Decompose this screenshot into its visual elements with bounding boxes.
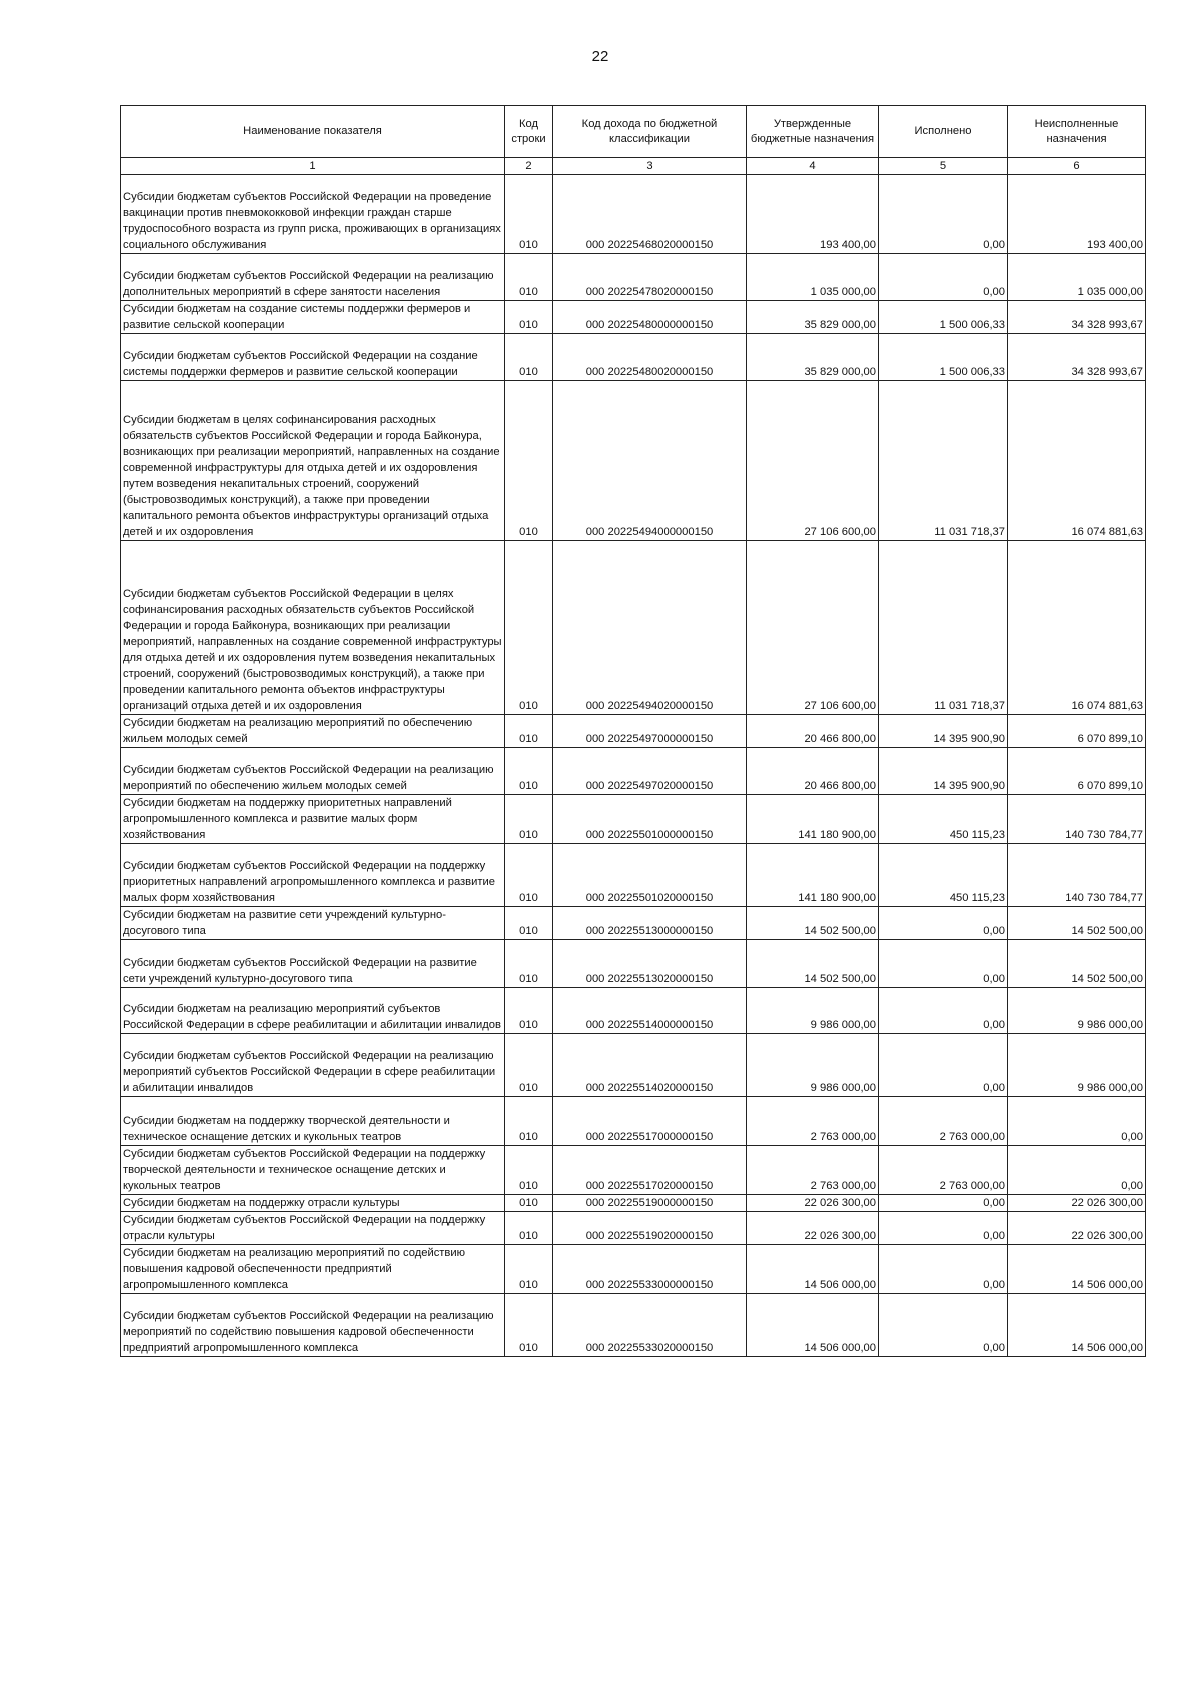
unexecuted-amount: 22 026 300,00	[1008, 1212, 1146, 1245]
executed-amount: 0,00	[879, 1245, 1008, 1294]
executed-amount: 0,00	[879, 1195, 1008, 1212]
row-code: 010	[505, 254, 553, 301]
table-row	[121, 1097, 1146, 1146]
column-number: 3	[553, 158, 747, 175]
unexecuted-amount: 16 074 881,63	[1008, 381, 1146, 541]
table-row	[121, 844, 1146, 907]
budget-code: 000 20225514020000150	[553, 1034, 747, 1097]
table-row	[121, 940, 1146, 988]
executed-amount: 2 763 000,00	[879, 1146, 1008, 1195]
row-code: 010	[505, 844, 553, 907]
executed-amount: 0,00	[879, 940, 1008, 988]
executed-amount: 0,00	[879, 1034, 1008, 1097]
row-code: 010	[505, 1294, 553, 1357]
row-name: Субсидии бюджетам на поддержку творческой деятельности и техническое оснащение детских и кукольных театров	[121, 1097, 505, 1146]
page-number: 22	[591, 48, 609, 65]
unexecuted-amount: 34 328 993,67	[1008, 301, 1146, 334]
unexecuted-amount: 14 502 500,00	[1008, 907, 1146, 940]
budget-code: 000 20225494000000150	[553, 381, 747, 541]
approved-amount: 9 986 000,00	[747, 988, 879, 1034]
approved-amount: 27 106 600,00	[747, 381, 879, 541]
row-name: Субсидии бюджетам субъектов Российской Федерации на проведение вакцинации против пневмококковой инфекции граждан старше трудоспособного возраста из групп риска, проживающих в организациях социального обслуживания	[121, 175, 505, 254]
row-name: Субсидии бюджетам субъектов Российской Федерации на реализацию мероприятий субъектов Российской Федерации в сфере реабилитации и абилитации инвалидов	[121, 1034, 505, 1097]
budget-code: 000 20225497000000150	[553, 715, 747, 748]
table-row	[121, 1034, 1146, 1097]
table-row	[121, 254, 1146, 301]
row-name: Субсидии бюджетам субъектов Российской Федерации на реализацию мероприятий по содействию повышения кадровой обеспеченности предприятий агропромышленного комплекса	[121, 1294, 505, 1357]
budget-code: 000 20225519000000150	[553, 1195, 747, 1212]
budget-code: 000 20225501000000150	[553, 795, 747, 844]
unexecuted-amount: 22 026 300,00	[1008, 1195, 1146, 1212]
budget-report-table	[120, 105, 1146, 1357]
report-body	[121, 175, 1146, 1357]
header-executed: Исполнено	[879, 106, 1008, 158]
table-row	[121, 175, 1146, 254]
budget-code: 000 20225519020000150	[553, 1212, 747, 1245]
unexecuted-amount: 193 400,00	[1008, 175, 1146, 254]
executed-amount: 14 395 900,90	[879, 715, 1008, 748]
unexecuted-amount: 34 328 993,67	[1008, 334, 1146, 381]
unexecuted-amount: 16 074 881,63	[1008, 541, 1146, 715]
budget-code: 000 20225494020000150	[553, 541, 747, 715]
executed-amount: 0,00	[879, 254, 1008, 301]
budget-code: 000 20225514000000150	[553, 988, 747, 1034]
row-name: Субсидии бюджетам субъектов Российской Федерации в целях софинансирования расходных обязательств субъектов Российской Федерации и города Байконура, возникающих при реализации мероприятий, направленных на создание современной инфраструктуры для отдыха детей и их оздоровления путем возведения некапитальных строений, сооружений (быстровозводимых конструкций), а также при проведении капитального ремонта объектов инфраструктуры организаций отдыха детей и их оздоровления	[121, 541, 505, 715]
row-code: 010	[505, 1097, 553, 1146]
executed-amount: 11 031 718,37	[879, 541, 1008, 715]
budget-code: 000 20225501020000150	[553, 844, 747, 907]
row-code: 010	[505, 795, 553, 844]
budget-code: 000 20225517020000150	[553, 1146, 747, 1195]
unexecuted-amount: 140 730 784,77	[1008, 795, 1146, 844]
header-row	[121, 106, 1146, 158]
approved-amount: 193 400,00	[747, 175, 879, 254]
approved-amount: 9 986 000,00	[747, 1034, 879, 1097]
row-code: 010	[505, 541, 553, 715]
budget-code: 000 20225468020000150	[553, 175, 747, 254]
budget-code: 000 20225517000000150	[553, 1097, 747, 1146]
row-name: Субсидии бюджетам субъектов Российской Федерации на реализацию мероприятий по обеспечению жильем молодых семей	[121, 748, 505, 795]
table-row	[121, 381, 1146, 541]
executed-amount: 0,00	[879, 988, 1008, 1034]
approved-amount: 22 026 300,00	[747, 1195, 879, 1212]
table-row	[121, 541, 1146, 715]
executed-amount: 0,00	[879, 175, 1008, 254]
row-code: 010	[505, 907, 553, 940]
table-row	[121, 301, 1146, 334]
unexecuted-amount: 9 986 000,00	[1008, 988, 1146, 1034]
approved-amount: 20 466 800,00	[747, 715, 879, 748]
table-row	[121, 1195, 1146, 1212]
row-name: Субсидии бюджетам субъектов Российской Федерации на развитие сети учреждений культурно-досугового типа	[121, 940, 505, 988]
column-number: 4	[747, 158, 879, 175]
approved-amount: 1 035 000,00	[747, 254, 879, 301]
row-code: 010	[505, 748, 553, 795]
budget-code: 000 20225533020000150	[553, 1294, 747, 1357]
approved-amount: 2 763 000,00	[747, 1097, 879, 1146]
approved-amount: 20 466 800,00	[747, 748, 879, 795]
table-row	[121, 334, 1146, 381]
budget-code: 000 20225513020000150	[553, 940, 747, 988]
row-code: 010	[505, 1146, 553, 1195]
executed-amount: 1 500 006,33	[879, 301, 1008, 334]
row-code: 010	[505, 1195, 553, 1212]
unexecuted-amount: 1 035 000,00	[1008, 254, 1146, 301]
row-name: Субсидии бюджетам субъектов Российской Федерации на поддержку творческой деятельности и техническое оснащение детских и кукольных театров	[121, 1146, 505, 1195]
header-row-code: Код строки	[505, 106, 553, 158]
header-unexecuted: Неисполненные назначения	[1008, 106, 1146, 158]
unexecuted-amount: 140 730 784,77	[1008, 844, 1146, 907]
approved-amount: 22 026 300,00	[747, 1212, 879, 1245]
approved-amount: 141 180 900,00	[747, 844, 879, 907]
row-name: Субсидии бюджетам на реализацию мероприятий по обеспечению жильем молодых семей	[121, 715, 505, 748]
row-code: 010	[505, 715, 553, 748]
row-name: Субсидии бюджетам на реализацию мероприятий субъектов Российской Федерации в сфере реабилитации и абилитации инвалидов	[121, 988, 505, 1034]
row-code: 010	[505, 334, 553, 381]
executed-amount: 0,00	[879, 1294, 1008, 1357]
table-row	[121, 1146, 1146, 1195]
column-number: 6	[1008, 158, 1146, 175]
budget-code: 000 20225480020000150	[553, 334, 747, 381]
table-row	[121, 1212, 1146, 1245]
unexecuted-amount: 9 986 000,00	[1008, 1034, 1146, 1097]
budget-code: 000 20225533000000150	[553, 1245, 747, 1294]
table-row	[121, 795, 1146, 844]
executed-amount: 450 115,23	[879, 795, 1008, 844]
row-code: 010	[505, 381, 553, 541]
approved-amount: 14 506 000,00	[747, 1294, 879, 1357]
column-number: 1	[121, 158, 505, 175]
executed-amount: 0,00	[879, 907, 1008, 940]
unexecuted-amount: 14 506 000,00	[1008, 1245, 1146, 1294]
table-row	[121, 748, 1146, 795]
budget-code: 000 20225478020000150	[553, 254, 747, 301]
header-income-code: Код дохода по бюджетной классификации	[553, 106, 747, 158]
table-row	[121, 1245, 1146, 1294]
executed-amount: 0,00	[879, 1212, 1008, 1245]
approved-amount: 27 106 600,00	[747, 541, 879, 715]
unexecuted-amount: 14 502 500,00	[1008, 940, 1146, 988]
row-name: Субсидии бюджетам в целях софинансирования расходных обязательств субъектов Российской Федерации и города Байконура, возникающих при реализации мероприятий, направленных на создание современной инфраструктуры для отдыха детей и их оздоровления путем возведения некапитальных строений, сооружений (быстровозводимых конструкций), а также при проведении капитального ремонта объектов инфраструктуры организаций отдыха детей и их оздоровления	[121, 381, 505, 541]
header-indicator-name: Наименование показателя	[121, 106, 505, 158]
row-code: 010	[505, 1034, 553, 1097]
budget-code: 000 20225513000000150	[553, 907, 747, 940]
table-row	[121, 988, 1146, 1034]
header-approved: Утвержденные бюджетные назначения	[747, 106, 879, 158]
row-name: Субсидии бюджетам субъектов Российской Федерации на поддержку отрасли культуры	[121, 1212, 505, 1245]
row-name: Субсидии бюджетам на создание системы поддержки фермеров и развитие сельской кооперации	[121, 301, 505, 334]
row-name: Субсидии бюджетам субъектов Российской Федерации на поддержку приоритетных направлений агропромышленного комплекса и развитие малых форм хозяйствования	[121, 844, 505, 907]
approved-amount: 2 763 000,00	[747, 1146, 879, 1195]
row-name: Субсидии бюджетам субъектов Российской Федерации на создание системы поддержки фермеров и развитие сельской кооперации	[121, 334, 505, 381]
table-row	[121, 1294, 1146, 1357]
approved-amount: 35 829 000,00	[747, 301, 879, 334]
row-name: Субсидии бюджетам на поддержку приоритетных направлений агропромышленного комплекса и развитие малых форм хозяйствования	[121, 795, 505, 844]
unexecuted-amount: 6 070 899,10	[1008, 748, 1146, 795]
unexecuted-amount: 14 506 000,00	[1008, 1294, 1146, 1357]
row-code: 010	[505, 988, 553, 1034]
approved-amount: 14 502 500,00	[747, 907, 879, 940]
approved-amount: 14 502 500,00	[747, 940, 879, 988]
unexecuted-amount: 0,00	[1008, 1097, 1146, 1146]
table-row	[121, 715, 1146, 748]
row-name: Субсидии бюджетам на поддержку отрасли культуры	[121, 1195, 505, 1212]
executed-amount: 450 115,23	[879, 844, 1008, 907]
budget-code: 000 20225497020000150	[553, 748, 747, 795]
column-number-row	[121, 158, 1146, 175]
row-code: 010	[505, 175, 553, 254]
unexecuted-amount: 6 070 899,10	[1008, 715, 1146, 748]
unexecuted-amount: 0,00	[1008, 1146, 1146, 1195]
column-number: 2	[505, 158, 553, 175]
executed-amount: 11 031 718,37	[879, 381, 1008, 541]
budget-code: 000 20225480000000150	[553, 301, 747, 334]
row-code: 010	[505, 1212, 553, 1245]
executed-amount: 2 763 000,00	[879, 1097, 1008, 1146]
approved-amount: 141 180 900,00	[747, 795, 879, 844]
row-code: 010	[505, 1245, 553, 1294]
executed-amount: 14 395 900,90	[879, 748, 1008, 795]
row-name: Субсидии бюджетам субъектов Российской Федерации на реализацию дополнительных мероприятий в сфере занятости населения	[121, 254, 505, 301]
approved-amount: 14 506 000,00	[747, 1245, 879, 1294]
row-name: Субсидии бюджетам на развитие сети учреждений культурно-досугового типа	[121, 907, 505, 940]
row-name: Субсидии бюджетам на реализацию мероприятий по содействию повышения кадровой обеспеченности предприятий агропромышленного комплекса	[121, 1245, 505, 1294]
approved-amount: 35 829 000,00	[747, 334, 879, 381]
row-code: 010	[505, 940, 553, 988]
executed-amount: 1 500 006,33	[879, 334, 1008, 381]
row-code: 010	[505, 301, 553, 334]
column-number: 5	[879, 158, 1008, 175]
table-row	[121, 907, 1146, 940]
